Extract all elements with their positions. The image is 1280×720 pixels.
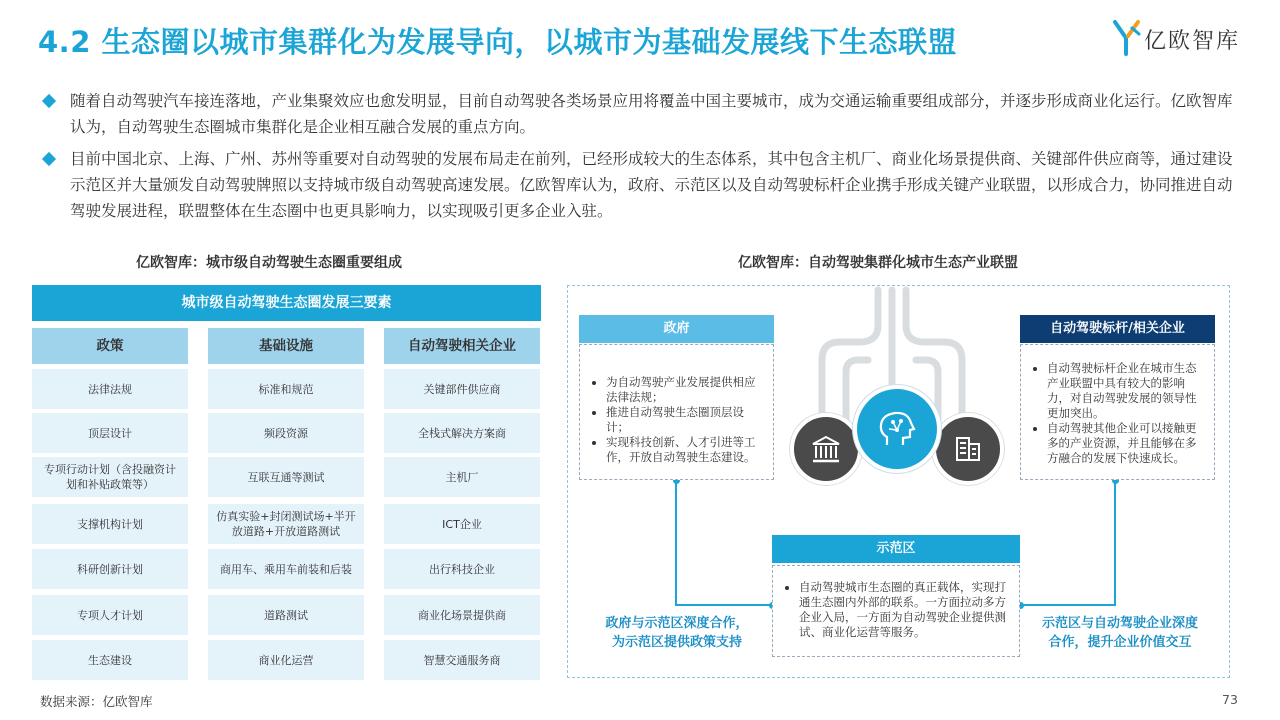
bullet-item	[44, 88, 1244, 140]
table-cell: 商业化运营	[208, 640, 364, 680]
right-subtitle: 亿欧智库：自动驾驶集群化城市生态产业联盟	[738, 255, 1018, 271]
table-cell: 全栈式解决方案商	[384, 413, 540, 453]
caption-line: 为示范区提供政策支持	[611, 635, 742, 650]
table-cell: 顶层设计	[32, 413, 188, 453]
column-header-enterprises: 自动驾驶相关企业	[384, 328, 540, 364]
left-subtitle: 亿欧智库：城市级自动驾驶生态圈重要组成	[136, 255, 402, 271]
diamond-bullet-icon	[42, 152, 56, 166]
table-cell: 关键部件供应商	[384, 369, 540, 409]
ai-brain-icon	[853, 385, 941, 473]
table-cell: 商业化场景提供商	[384, 595, 540, 635]
government-item: • 为自动驾驶产业发展提供相应法律法规；	[606, 375, 763, 405]
caption-line: 合作，提升企业价值交互	[1048, 635, 1192, 650]
bullet-text: 随着自动驾驶汽车接连落地，产业集聚效应也愈发明显，目前自动驾驶各类场景应用将覆盖中国主要城市，成为交通运输重要组成部分，并逐步形成商业化运行。亿欧智库认为，自动驾驶生态圈城市集群化是企业相互融合发展的重点方向。	[70, 92, 1233, 136]
government-item: • 实现科技创新、人才引进等工作，开放自动驾驶生态建设。	[606, 435, 763, 465]
demo-zone-panel	[772, 565, 1020, 657]
enterprise-item: • 自动驾驶标杆企业在城市生态产业联盟中具有较大的影响力，对自动驾驶发展的领导性更加突出。	[1047, 361, 1204, 421]
table-cell: 专项行动计划（含投融资计划和补贴政策等）	[32, 457, 188, 497]
logo	[1112, 18, 1262, 58]
government-building-icon	[790, 413, 862, 485]
diamond-bullet-icon	[42, 94, 56, 108]
table-cell: 主机厂	[384, 457, 540, 497]
table-title: 城市级自动驾驶生态圈发展三要素	[32, 285, 541, 321]
table-cell: 专项人才计划	[32, 595, 188, 635]
enterprise-title: 自动驾驶标杆/相关企业	[1020, 315, 1215, 343]
page-number: 73	[1222, 692, 1238, 707]
table-cell: 互联互通等测试	[208, 457, 364, 497]
table-cell: 智慧交通服务商	[384, 640, 540, 680]
enterprise-item: • 自动驾驶其他企业可以接触更多的产业资源，并且能够在多方融合的发展下快速成长。	[1047, 421, 1204, 466]
table-cell: ICT企业	[384, 504, 540, 544]
table-cell: 频段资源	[208, 413, 364, 453]
table-cell: 法律法规	[32, 369, 188, 409]
logo-icon	[1112, 18, 1142, 56]
caption-government-demo	[592, 614, 762, 652]
page-title: 4.2 生态圈以城市集群化为发展导向，以城市为基础发展线下生态联盟	[38, 25, 957, 59]
column-header-infrastructure: 基础设施	[208, 328, 364, 364]
logo-text: 亿欧智库	[1144, 29, 1241, 54]
government-item: • 推进自动驾驶生态圈顶层设计；	[606, 405, 763, 435]
demo-zone-title: 示范区	[772, 535, 1020, 563]
demo-zone-item: • 自动驾驶城市生态圈的真正载体，实现打通生态圈内外部的联系。一方面拉动多方企业入局，一方面为自动驾驶企业提供测试、商业化运营等服务。	[799, 580, 1009, 640]
data-source: 数据来源：亿欧智库	[40, 694, 153, 709]
table-cell: 支撑机构计划	[32, 504, 188, 544]
table-cell: 生态建设	[32, 640, 188, 680]
caption-line: 政府与示范区深度合作，	[605, 616, 749, 631]
bullet-list	[44, 88, 1244, 230]
bullet-text: 目前中国北京、上海、广州、苏州等重要对自动驾驶的发展布局走在前列，已经形成较大的生态体系，其中包含主机厂、商业化场景提供商、关键部件供应商等，通过建设示范区并大量颁发自动驾驶牌照以支持城市级自动驾驶高速发展。亿欧智库认为，政府、示范区以及自动驾驶标杆企业携手形成关键产业联盟，以形成合力，协同推进自动驾驶发展进程，联盟整体在生态圈中也更具影响力，以实现吸引更多企业入驻。	[70, 150, 1233, 220]
table-cell: 商用车、乘用车前装和后装	[208, 549, 364, 589]
enterprise-panel	[1020, 344, 1215, 480]
column-header-policy: 政策	[32, 328, 188, 364]
table-cell: 科研创新计划	[32, 549, 188, 589]
table-cell: 标准和规范	[208, 369, 364, 409]
bullet-item	[44, 146, 1244, 224]
government-panel	[579, 344, 774, 480]
table-cell: 道路测试	[208, 595, 364, 635]
office-building-icon	[932, 413, 1004, 485]
table-cell: 仿真实验+封闭测试场+半开放道路+开放道路测试	[208, 504, 364, 544]
caption-demo-enterprise	[1030, 614, 1210, 652]
caption-line: 示范区与自动驾驶企业深度	[1041, 616, 1198, 631]
table-cell: 出行科技企业	[384, 549, 540, 589]
government-title: 政府	[579, 315, 774, 343]
